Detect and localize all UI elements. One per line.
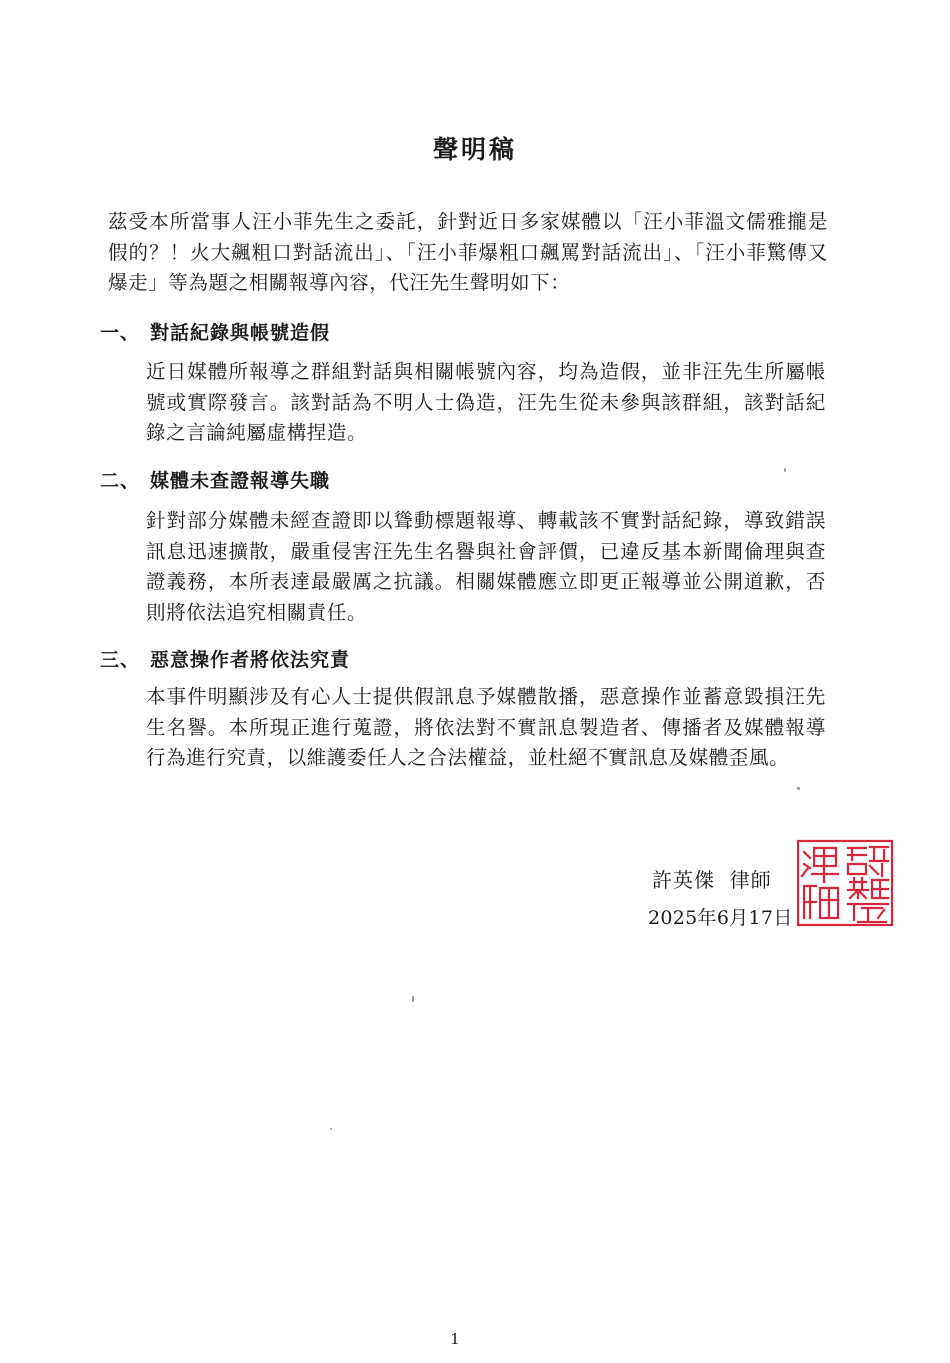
section-heading-1: [100, 318, 330, 345]
section-heading-3: [100, 645, 350, 672]
section-title-1: 對話紀錄與帳號造假: [150, 322, 331, 344]
seal-border: [798, 841, 892, 925]
section-heading-2: [100, 466, 330, 493]
scan-speck: [784, 468, 786, 472]
section-body-3: 本事件明顯涉及有心人士提供假訊息予媒體散播，惡意操作並蓄意毀損汪先生名譽。本所現正進行蒐證，將依法對不實訊息製造者、傳播者及媒體報導行為進行究責，以維護委任人之合法權益，並杜絕不實訊息及媒體歪風。: [146, 685, 826, 769]
seal-glyph-right-top: [848, 847, 888, 876]
page-title: 聲明稿: [432, 135, 517, 164]
section-body-1: 近日媒體所報導之群組對話與相關帳號內容，均為造假，並非汪先生所屬帳號或實際發言。該對話為不明人士偽造，汪先生從未參與該群組，該對話紀錄之言論純屬虛構捏造。: [146, 360, 826, 444]
lawyer-seal: [796, 838, 894, 928]
section-number-2: 二、: [100, 470, 141, 492]
scan-speck: [412, 996, 414, 1002]
scan-speck: [330, 1128, 332, 1130]
scan-speck: [797, 787, 800, 790]
signer-name: 許英傑 律師: [652, 868, 772, 892]
signature-date: 2025年6月17日: [648, 907, 793, 929]
page-number: 1: [450, 1330, 460, 1348]
intro-paragraph: 茲受本所當事人汪小菲先生之委託，針對近日多家媒體以「汪小菲溫文儒雅攏是假的？！火大飆粗口對話流出」、「汪小菲爆粗口飆罵對話流出」、「汪小菲驚傳又爆走」等為題之相關報導內容，代汪先生聲明如下：: [108, 210, 828, 294]
seal-glyph-right-bottom: [848, 904, 888, 922]
section-number-1: 一、: [100, 322, 141, 344]
section-title-2: 媒體未查證報導失職: [150, 470, 331, 492]
section-title-3: 惡意操作者將依法究責: [150, 649, 351, 671]
seal-glyph-right-mid: [848, 878, 888, 898]
section-number-3: 三、: [100, 649, 141, 671]
section-body-2: 針對部分媒體未經查證即以聳動標題報導、轉載該不實對話紀錄，導致錯誤訊息迅速擴散，嚴重侵害汪先生名譽與社會評價，已違反基本新聞倫理與查證義務，本所表達最嚴厲之抗議。相關媒體應立即更正報導並公開道歉，否則將依法追究相關責任。: [146, 509, 826, 624]
seal-glyph-left-bottom: [804, 886, 838, 918]
seal-glyph-left-top: [802, 848, 838, 882]
